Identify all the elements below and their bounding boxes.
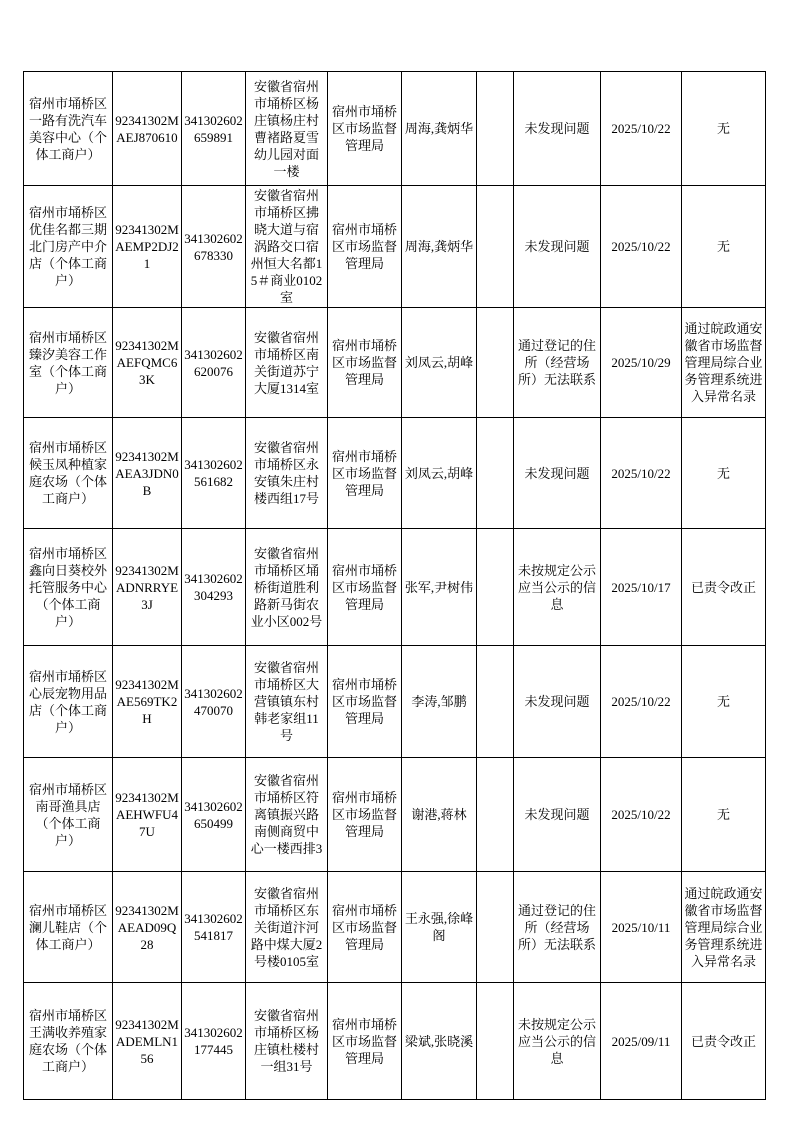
cell-date: 2025/10/22 (601, 758, 682, 872)
table-row (24, 418, 766, 529)
cell-authority: 宿州市埇桥区市场监督管理局 (328, 186, 402, 308)
cell-date: 2025/10/29 (601, 308, 682, 418)
cell-handling: 无 (682, 186, 766, 308)
cell-authority: 宿州市埇桥区市场监督管理局 (328, 418, 402, 529)
cell-authority: 宿州市埇桥区市场监督管理局 (328, 529, 402, 646)
cell-result: 未发现问题 (514, 646, 601, 758)
cell-date: 2025/10/11 (601, 872, 682, 983)
cell-result: 未发现问题 (514, 186, 601, 308)
cell-blank (477, 646, 514, 758)
cell-reg_no: 341302602470070 (182, 646, 246, 758)
cell-date: 2025/10/22 (601, 72, 682, 186)
cell-date: 2025/10/22 (601, 418, 682, 529)
cell-credit_code: 92341302MAEMP2DJ21 (113, 186, 182, 308)
cell-inspectors: 李涛,邹鹏 (402, 646, 477, 758)
cell-address: 安徽省宿州市埇桥区杨庄镇杜楼村一组31号 (246, 983, 328, 1100)
cell-credit_code: 92341302MAEA3JDN0B (113, 418, 182, 529)
table-row (24, 308, 766, 418)
cell-address: 安徽省宿州市埇桥区东关街道汴河路中煤大厦2号楼0105室 (246, 872, 328, 983)
cell-blank (477, 72, 514, 186)
cell-date: 2025/09/11 (601, 983, 682, 1100)
cell-blank (477, 186, 514, 308)
table-row (24, 72, 766, 186)
cell-reg_no: 341302602561682 (182, 418, 246, 529)
cell-reg_no: 341302602541817 (182, 872, 246, 983)
table-row (24, 646, 766, 758)
table-row (24, 186, 766, 308)
cell-address: 安徽省宿州市埇桥区埇桥街道胜利路新马街农业小区002号 (246, 529, 328, 646)
cell-authority: 宿州市埇桥区市场监督管理局 (328, 308, 402, 418)
cell-blank (477, 308, 514, 418)
cell-inspectors: 刘凤云,胡峰 (402, 308, 477, 418)
cell-inspectors: 刘凤云,胡峰 (402, 418, 477, 529)
cell-handling: 无 (682, 758, 766, 872)
cell-handling: 已责令改正 (682, 529, 766, 646)
cell-handling: 通过皖政通安徽省市场监督管理局综合业务管理系统进入异常名录 (682, 308, 766, 418)
cell-blank (477, 872, 514, 983)
cell-name: 宿州市埇桥区优佳名都三期北门房产中介店（个体工商户） (24, 186, 113, 308)
cell-name: 宿州市埇桥区候玉凤种植家庭农场（个体工商户） (24, 418, 113, 529)
cell-address: 安徽省宿州市埇桥区大营镇镇东村韩老家组11号 (246, 646, 328, 758)
table-row (24, 529, 766, 646)
cell-result: 未按规定公示应当公示的信息 (514, 529, 601, 646)
cell-inspectors: 王永强,徐峰阁 (402, 872, 477, 983)
cell-name: 宿州市埇桥区鑫向日葵校外托管服务中心（个体工商户） (24, 529, 113, 646)
cell-reg_no: 341302602659891 (182, 72, 246, 186)
cell-inspectors: 周海,龚炳华 (402, 186, 477, 308)
inspection-results-table (23, 71, 766, 1100)
cell-credit_code: 92341302MAEAD09Q28 (113, 872, 182, 983)
cell-handling: 无 (682, 418, 766, 529)
cell-result: 未发现问题 (514, 418, 601, 529)
cell-blank (477, 418, 514, 529)
cell-name: 宿州市埇桥区南哥渔具店（个体工商户） (24, 758, 113, 872)
cell-address: 安徽省宿州市埇桥区南关街道苏宁大厦1314室 (246, 308, 328, 418)
table-row (24, 872, 766, 983)
cell-result: 未按规定公示应当公示的信息 (514, 983, 601, 1100)
cell-result: 通过登记的住所（经营场所）无法联系 (514, 872, 601, 983)
inspection-table-body (24, 72, 766, 1100)
cell-reg_no: 341302602650499 (182, 758, 246, 872)
cell-blank (477, 758, 514, 872)
cell-authority: 宿州市埇桥区市场监督管理局 (328, 646, 402, 758)
cell-authority: 宿州市埇桥区市场监督管理局 (328, 758, 402, 872)
table-row (24, 983, 766, 1100)
cell-credit_code: 92341302MAEHWFU47U (113, 758, 182, 872)
cell-reg_no: 341302602678330 (182, 186, 246, 308)
cell-name: 宿州市埇桥区一路有洗汽车美容中心（个体工商户） (24, 72, 113, 186)
table-row (24, 758, 766, 872)
cell-result: 未发现问题 (514, 72, 601, 186)
cell-address: 安徽省宿州市埇桥区永安镇朱庄村楼西组17号 (246, 418, 328, 529)
cell-result: 通过登记的住所（经营场所）无法联系 (514, 308, 601, 418)
cell-inspectors: 张军,尹树伟 (402, 529, 477, 646)
cell-address: 安徽省宿州市埇桥区符离镇振兴路南侧商贸中心一楼西排3 (246, 758, 328, 872)
cell-handling: 通过皖政通安徽省市场监督管理局综合业务管理系统进入异常名录 (682, 872, 766, 983)
cell-handling: 无 (682, 72, 766, 186)
cell-handling: 已责令改正 (682, 983, 766, 1100)
cell-reg_no: 341302602177445 (182, 983, 246, 1100)
cell-reg_no: 341302602620076 (182, 308, 246, 418)
cell-name: 宿州市埇桥区澜儿鞋店（个体工商户） (24, 872, 113, 983)
cell-authority: 宿州市埇桥区市场监督管理局 (328, 72, 402, 186)
cell-credit_code: 92341302MADEMLN156 (113, 983, 182, 1100)
cell-date: 2025/10/17 (601, 529, 682, 646)
cell-credit_code: 92341302MADNRRYE3J (113, 529, 182, 646)
cell-name: 宿州市埇桥区王满收养殖家庭农场（个体工商户） (24, 983, 113, 1100)
cell-result: 未发现问题 (514, 758, 601, 872)
cell-inspectors: 谢港,蒋林 (402, 758, 477, 872)
cell-inspectors: 周海,龚炳华 (402, 72, 477, 186)
cell-credit_code: 92341302MAEJ870610 (113, 72, 182, 186)
cell-address: 安徽省宿州市埇桥区杨庄镇杨庄村曹褚路夏雪幼儿园对面一楼 (246, 72, 328, 186)
cell-date: 2025/10/22 (601, 646, 682, 758)
cell-handling: 无 (682, 646, 766, 758)
cell-date: 2025/10/22 (601, 186, 682, 308)
cell-inspectors: 梁斌,张晓溪 (402, 983, 477, 1100)
cell-name: 宿州市埇桥区心辰宠物用品店（个体工商户） (24, 646, 113, 758)
cell-authority: 宿州市埇桥区市场监督管理局 (328, 983, 402, 1100)
cell-name: 宿州市埇桥区臻汐美容工作室（个体工商户） (24, 308, 113, 418)
cell-blank (477, 529, 514, 646)
cell-authority: 宿州市埇桥区市场监督管理局 (328, 872, 402, 983)
cell-address: 安徽省宿州市埇桥区拂晓大道与宿涡路交口宿州恒大名都15＃商业0102室 (246, 186, 328, 308)
cell-credit_code: 92341302MAE569TK2H (113, 646, 182, 758)
cell-reg_no: 341302602304293 (182, 529, 246, 646)
cell-credit_code: 92341302MAEFQMC63K (113, 308, 182, 418)
cell-blank (477, 983, 514, 1100)
